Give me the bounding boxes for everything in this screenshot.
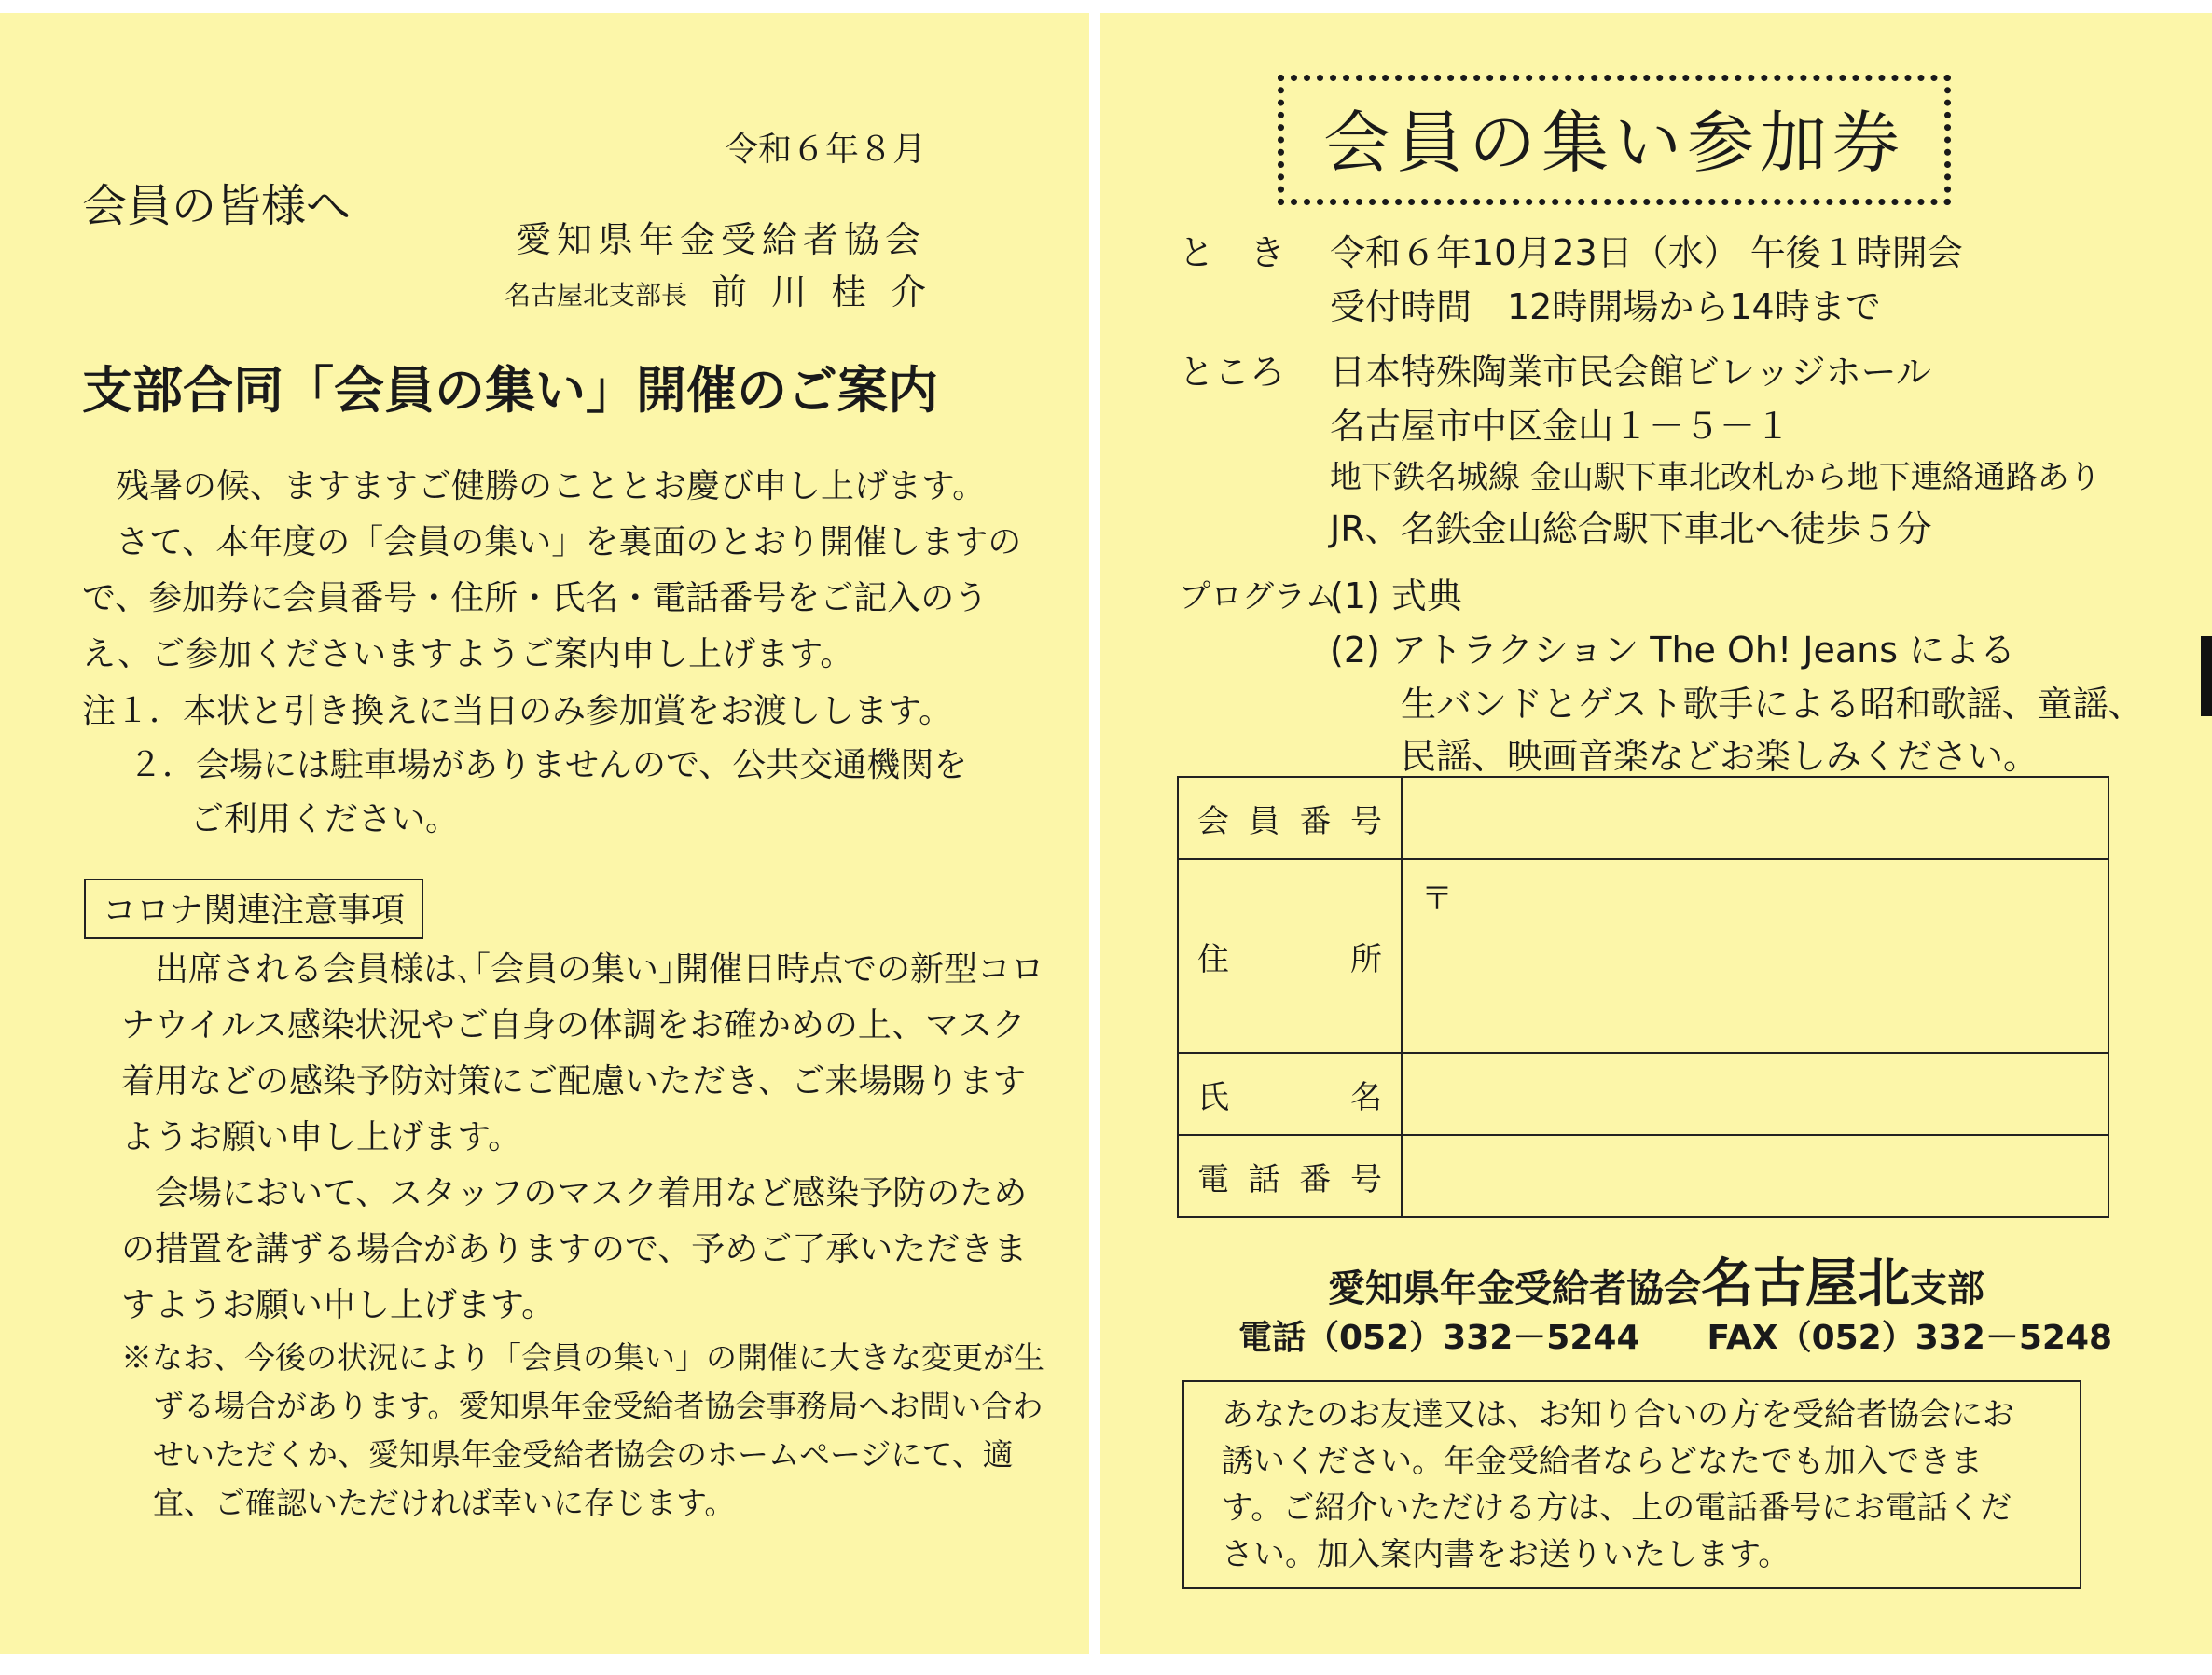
form-row: [1178, 1053, 2108, 1135]
program-item: [1330, 621, 2015, 672]
access-jr: JR、名鉄金山総合駅下車北へ徒歩５分: [1330, 508, 1932, 549]
signature-branch: 名古屋北支部長: [504, 280, 687, 311]
program-number: (1): [1330, 575, 1380, 616]
issue-date: 令和６年８月: [724, 131, 926, 169]
address-field[interactable]: [1402, 859, 2108, 1053]
corona-heading: コロナ関連注意事項: [84, 879, 423, 939]
right-page: [1100, 13, 2212, 1654]
form-row: [1178, 777, 2108, 859]
edge-mark: [2201, 636, 2212, 716]
postal-mark: 〒: [1421, 880, 1453, 918]
greeting: 会員の皆様へ: [82, 180, 352, 232]
form-row: [1178, 859, 2108, 1053]
page-title: 支部合同「会員の集い」開催のご案内: [82, 361, 938, 420]
form-row: [1178, 1135, 2108, 1217]
corona-paragraph: 出席される会員様は､｢会員の集い｣開催日時点での新型コロナウイルス感染状況やご自身の体調をお確かめの上、マスク着用などの感染予防対策にご配慮いただき、ご来場賜りますようお願い申し上げます。: [121, 950, 1045, 1156]
note-item: ご利用ください。: [190, 800, 460, 838]
member-number-label: 会員番号: [1178, 777, 1402, 859]
corona-text: [121, 942, 1044, 1334]
footer-org-suffix: 支部: [1910, 1267, 1984, 1310]
footer-org-prefix: 愛知県年金受給者協会: [1328, 1267, 1701, 1310]
name-label: 氏名: [1178, 1053, 1402, 1135]
signature: [504, 263, 950, 314]
registration-form: [1177, 776, 2109, 1218]
corona-paragraph: 会場において、スタッフのマスク着用など感染予防のための措置を講ずる場合がありますので、予めご了承いただきますようお願い申し上げます。: [121, 1174, 1028, 1324]
footer-organization: [1100, 1242, 2212, 1317]
venue-address: 名古屋市中区金山１－５－１: [1330, 406, 1791, 447]
ticket-title: 会員の集い参加券: [1278, 75, 1951, 205]
fax-number: FAX（052）332－5248: [1707, 1319, 2113, 1357]
body-paragraph: さて、本年度の「会員の集い」を裏面のとおり開催しますので、参加券に会員番号・住所・氏名・電話番号をご記入のうえ、ご参加くださいますようご案内申し上げます。: [82, 523, 1022, 673]
reception-time: 受付時間 12時開場から14時まで: [1330, 286, 1881, 327]
program-item: [1330, 567, 1462, 618]
where-label: ところ: [1179, 352, 1286, 393]
signature-name: 前川桂介: [711, 271, 950, 312]
note-item: ２．会場には駐車場がありませんので、公共交通機関を: [129, 746, 968, 784]
phone-number: 電話（052）332－5244: [1238, 1319, 1640, 1357]
program-label: プログラム: [1179, 578, 1337, 616]
note-item: 注１．本状と引き換えに当日のみ参加賞をお渡しします。: [82, 692, 953, 730]
program-text: アトラクション The Oh! Jeans による: [1390, 630, 2016, 671]
program-detail: 民謡、映画音楽などお楽しみください。: [1401, 736, 2039, 777]
contact-info: [1238, 1311, 2112, 1359]
invitation-note: あなたのお友達又は、お知り合いの方を受給者協会にお誘いください。年金受給者ならどなたでも加入できます。ご紹介いただける方は、上の電話番号にお電話ください。加入案内書をお送りいたします。: [1182, 1380, 2081, 1589]
when-label: と き: [1179, 232, 1286, 273]
access-subway: 地下鉄名城線 金山駅下車北改札から地下連絡通路あり: [1330, 459, 2101, 496]
remark: [121, 1334, 1044, 1528]
remark-text: ※なお、今後の状況により「会員の集い」の開催に大きな変更が生ずる場合があります。愛知県年金受給者協会事務局へお問い合わせいただくか、愛知県年金受給者協会のホームページにて、適宜、ご確認いただければ幸いに存じます。: [121, 1339, 1044, 1521]
program-detail: 生バンドとゲスト歌手による昭和歌謡、童謡、: [1401, 684, 2144, 725]
body-text: [82, 459, 1033, 683]
footer-org-branch: 名古屋北: [1701, 1253, 1910, 1314]
program-text: 式典: [1390, 575, 1462, 616]
phone-field[interactable]: [1402, 1135, 2108, 1217]
address-label: 住所: [1178, 859, 1402, 1053]
phone-label: 電話番号: [1178, 1135, 1402, 1217]
body-paragraph: 残暑の候、ますますご健勝のこととお慶び申し上げます。: [116, 467, 987, 505]
member-number-field[interactable]: [1402, 777, 2108, 859]
name-field[interactable]: [1402, 1053, 2108, 1135]
venue: 日本特殊陶業市民会館ビレッジホール: [1330, 352, 1931, 393]
when-value: 令和６年10月23日（水） 午後１時開会: [1330, 232, 1963, 273]
program-number: (2): [1330, 630, 1380, 671]
sender-organization: 愛知県年金受給者協会: [515, 219, 926, 260]
left-page: [0, 13, 1089, 1654]
notes: [82, 685, 1033, 847]
